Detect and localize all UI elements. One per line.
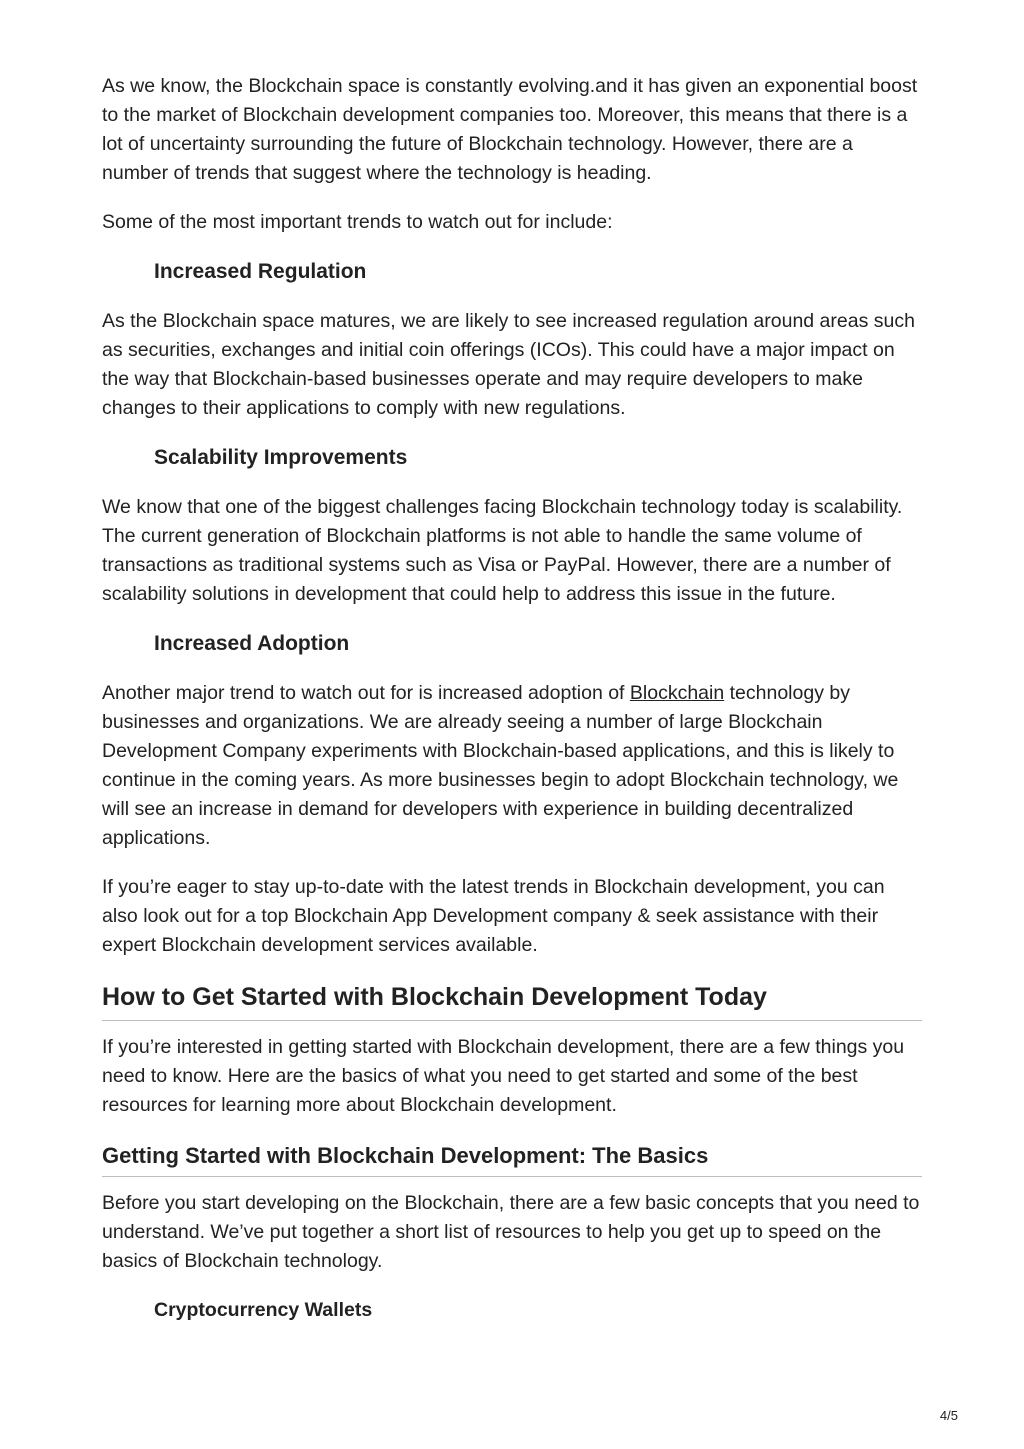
document-page — [102, 72, 922, 1336]
increased-regulation-heading: Increased Regulation — [154, 260, 367, 283]
cryptocurrency-wallets-heading: Cryptocurrency Wallets — [154, 1299, 373, 1321]
increased-adoption-heading: Increased Adoption — [154, 632, 350, 655]
get-started-heading: How to Get Started with Blockchain Development Today — [102, 980, 922, 1021]
get-started-paragraph: If you’re interested in getting started with Blockchain development, there are a few things you need to know. Here are the basics of what you need to get started and some of the best resources for learning more about Blockchain development. — [102, 1036, 905, 1116]
adoption-text-before-link: Another major trend to watch out for is increased adoption of — [102, 682, 630, 704]
increased-adoption-paragraph — [102, 679, 922, 853]
scalability-improvements-paragraph: We know that one of the biggest challenges facing Blockchain technology today is scalability. The current generation of Blockchain platforms is not able to handle the same volume of transactions as traditional systems such as Visa or PayPal. However, there are a number of scalability solutions in development that could help to address this issue in the future. — [102, 496, 903, 605]
page-number: 4/5 — [939, 1408, 958, 1423]
increased-regulation-paragraph: As the Blockchain space matures, we are likely to see increased regulation around areas such as securities, exchanges and initial coin offerings (ICOs). This could have a major impact on the way that Blockchain-based businesses operate and may require developers to make changes to their applications to comply with new regulations. — [102, 310, 915, 419]
basics-paragraph: Before you start developing on the Blockchain, there are a few basic concepts that you need to understand. We’ve put together a short list of resources to help you get up to speed on the basics of Blockchain technology. — [102, 1192, 920, 1272]
adoption-text-after-link: technology by businesses and organizations. We are already seeing a number of large Blockchain Development Company experiments with Blockchain-based applications, and this is likely to continue in the coming years. As more businesses begin to adopt Blockchain technology, we will see an increase in demand for developers with experience in building decentralized applications. — [102, 682, 899, 849]
intro-paragraph: As we know, the Blockchain space is constantly evolving.and it has given an exponential boost to the market of Blockchain development companies too. Moreover, this means that there is a lot of uncertainty surrounding the future of Blockchain technology. However, there are a number of trends that suggest where the technology is heading. — [102, 75, 918, 184]
blockchain-link[interactable]: Blockchain — [629, 682, 725, 704]
scalability-improvements-heading: Scalability Improvements — [154, 446, 408, 469]
basics-heading: Getting Started with Blockchain Development: The Basics — [102, 1140, 922, 1177]
trends-intro-paragraph: Some of the most important trends to watch out for include: — [102, 211, 613, 233]
trends-closing-paragraph: If you’re eager to stay up-to-date with the latest trends in Blockchain development, you can also look out for a top Blockchain App Development company & seek assistance with their expert Blockchain development services available. — [102, 876, 885, 956]
